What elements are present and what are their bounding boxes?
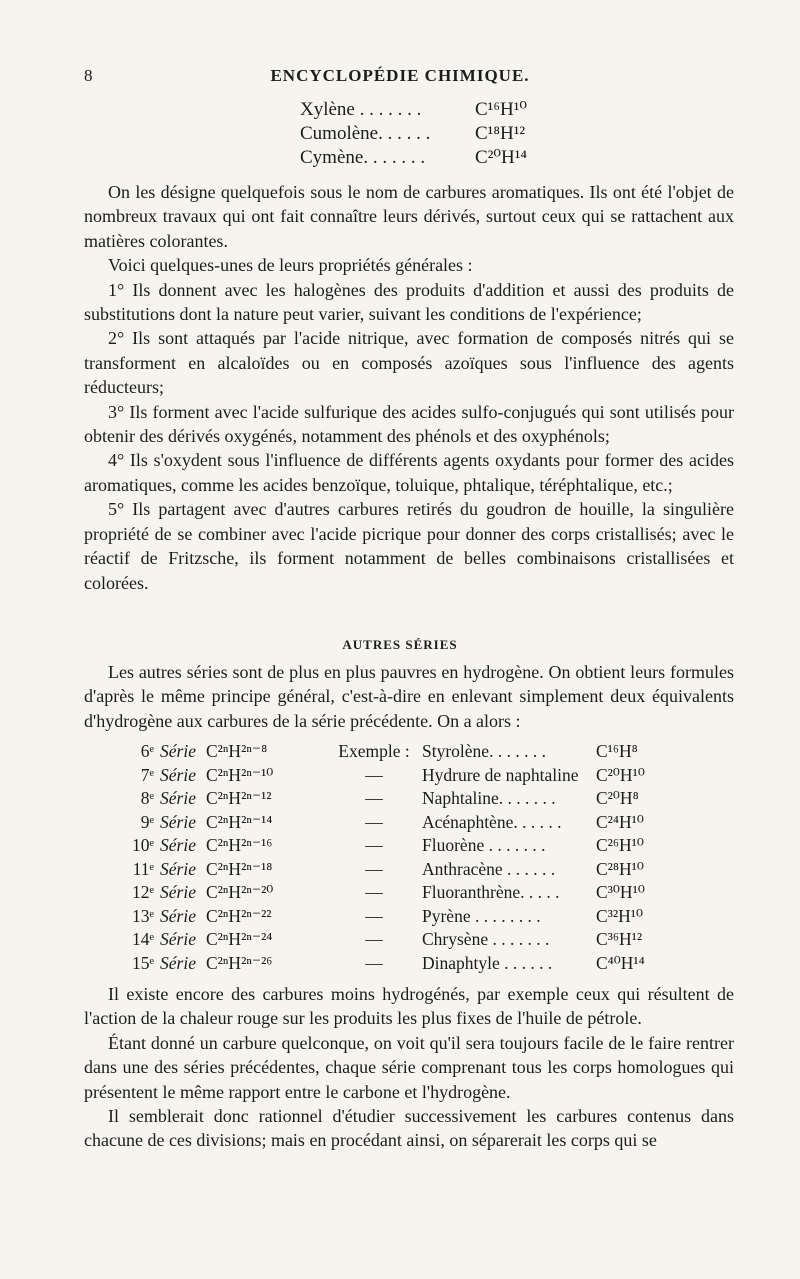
example-compound: Fluorène . . . . . . .: [422, 835, 546, 855]
paragraph: Les autres séries sont de plus en plus pauvres en hydrogène. On obtient leurs formules d'après le même principe général, c'est-à-dire en enlevant simplement deux équivalents d'hydrogène aux carbures de la série précédente. On a alors :: [84, 662, 734, 731]
closing-text: [84, 982, 734, 1153]
series-row: [118, 952, 645, 976]
example-label: —: [365, 952, 383, 973]
example-formula: C²⁰H¹⁰: [596, 764, 645, 785]
series-row: [118, 740, 645, 764]
example-formula: C¹⁶H⁸: [596, 741, 638, 761]
series-row: [118, 764, 645, 788]
formula-row: [300, 146, 527, 170]
series-row: [118, 811, 645, 835]
example-formula: C³²H¹⁰: [596, 905, 644, 926]
example-compound: Chrysène . . . . . . .: [422, 929, 550, 949]
section-title: AUTRES SÉRIES: [342, 637, 458, 652]
series-row: [118, 881, 645, 905]
section-text: [84, 660, 734, 733]
paragraph: Il existe encore des carbures moins hydrogénés, par exemple ceux qui résultent de l'action de la chaleur rouge sur les produits les plus fixes de l'huile de pétrole.: [84, 984, 734, 1029]
series-label: Série: [160, 952, 196, 973]
series-label: Série: [160, 929, 196, 949]
series-label: Série: [160, 741, 196, 761]
series-formula: C²ⁿH²ⁿ⁻¹⁴: [206, 811, 273, 832]
example-label: —: [365, 764, 383, 785]
series-number: 9ᵉ: [140, 811, 154, 832]
series-formula: C²ⁿH²ⁿ⁻⁸: [206, 741, 268, 761]
formula-list: [300, 98, 527, 170]
series-table: [118, 740, 645, 975]
compound-formula: C¹⁶H¹⁰: [475, 99, 528, 120]
example-compound: Pyrène . . . . . . . .: [422, 905, 541, 926]
example-compound: Naphtaline. . . . . . .: [422, 788, 556, 808]
example-compound: Dinaphtyle . . . . . .: [422, 952, 553, 973]
paragraph: 2° Ils sont attaqués par l'acide nitrique, avec formation de composés nitrés qui se transforment en alcaloïdes ou en composés azoïques sous l'influence des agents réducteurs;: [84, 328, 734, 398]
example-compound: Anthracène . . . . . .: [422, 858, 556, 879]
example-compound: Hydrure de naphtaline: [422, 764, 579, 785]
example-label: —: [365, 905, 383, 926]
series-number: 10ᵉ: [132, 835, 154, 855]
series-number: 6ᵉ: [140, 741, 154, 761]
compound-name: Xylène . . . . . . .: [300, 99, 422, 120]
series-formula: C²ⁿH²ⁿ⁻²⁰: [206, 882, 274, 902]
series-row: [118, 858, 645, 882]
series-number: 12ᵉ: [132, 882, 154, 902]
compound-formula: C¹⁸H¹²: [475, 123, 526, 144]
example-compound: Acénaphtène. . . . . .: [422, 811, 562, 832]
example-label: —: [365, 788, 383, 808]
series-number: 7ᵉ: [140, 764, 154, 785]
series-number: 11ᵉ: [132, 858, 154, 879]
formula-row: [300, 122, 527, 146]
series-formula: C²ⁿH²ⁿ⁻²²: [206, 905, 272, 926]
example-formula: C³⁰H¹⁰: [596, 882, 645, 902]
example-label: Exemple :: [338, 741, 410, 761]
series-number: 14ᵉ: [132, 929, 154, 949]
compound-name: Cymène. . . . . . .: [300, 147, 426, 168]
paragraph: On les désigne quelquefois sous le nom de carbures aromatiques. Ils ont été l'objet de nombreux travaux qui ont fait connaître leurs dérivés, surtout ceux qui se rattachent aux matières colorantes.: [84, 182, 734, 251]
example-formula: C²⁴H¹⁰: [596, 811, 644, 832]
compound-name: Cumolène. . . . . .: [300, 123, 431, 144]
paragraph: 3° Ils forment avec l'acide sulfurique des acides sulfo-conjugués qui sont utilisés pour obtenir des dérivés oxygénés, notamment des phénols et des oxyphénols;: [84, 401, 734, 447]
paragraph: 1° Ils donnent avec les halogènes des produits d'addition et aussi des produits de substitutions dont la nature peut varier, suivant les conditions de l'expérience;: [84, 279, 734, 325]
series-row: [118, 834, 645, 858]
example-label: —: [365, 882, 383, 902]
series-label: Série: [160, 858, 196, 879]
series-row: [118, 905, 645, 929]
example-label: —: [365, 858, 383, 879]
example-formula: C³⁶H¹²: [596, 929, 643, 949]
paragraph: 5° Ils partagent avec d'autres carbures retirés du goudron de houille, la singulière propriété de se combiner avec l'acide picrique pour donner des corps cristallisés; avec le réactif de Fritzsche, ils forment notamment de belles combinaisons cristallisées et colorées.: [84, 499, 734, 593]
paragraph: Voici quelques-unes de leurs propriétés générales :: [108, 255, 473, 276]
series-number: 13ᵉ: [132, 905, 154, 926]
example-formula: C²⁶H¹⁰: [596, 835, 644, 855]
example-compound: Fluoranthrène. . . . .: [422, 882, 560, 902]
paragraph: Il semblerait donc rationnel d'étudier successivement les carbures contenus dans chacune de ces divisions; mais en procédant ainsi, on séparerait les corps qui se: [84, 1106, 734, 1151]
example-formula: C²⁰H⁸: [596, 788, 639, 808]
series-label: Série: [160, 905, 196, 926]
paragraph: 4° Ils s'oxydent sous l'influence de différents agents oxydants pour former des acides aromatiques, comme les acides benzoïque, toluique, phtalique, téréphtalique, etc.;: [84, 450, 734, 495]
series-row: [118, 928, 645, 952]
series-label: Série: [160, 764, 196, 785]
example-formula: C⁴⁰H¹⁴: [596, 952, 645, 973]
series-label: Série: [160, 788, 196, 808]
series-formula: C²ⁿH²ⁿ⁻¹⁶: [206, 835, 273, 855]
running-head: ENCYCLOPÉDIE CHIMIQUE.: [270, 66, 530, 85]
series-formula: C²ⁿH²ⁿ⁻¹⁸: [206, 858, 273, 879]
series-number: 15ᵉ: [132, 952, 154, 973]
example-label: —: [365, 835, 383, 855]
series-formula: C²ⁿH²ⁿ⁻²⁶: [206, 952, 273, 973]
series-formula: C²ⁿH²ⁿ⁻²⁴: [206, 929, 273, 949]
series-label: Série: [160, 882, 196, 902]
example-compound: Styrolène. . . . . . .: [422, 741, 546, 761]
example-label: —: [365, 929, 383, 949]
example-formula: C²⁸H¹⁰: [596, 858, 644, 879]
page-number: 8: [84, 66, 93, 85]
formula-row: [300, 98, 527, 122]
series-formula: C²ⁿH²ⁿ⁻¹²: [206, 788, 272, 808]
series-label: Série: [160, 811, 196, 832]
series-number: 8ᵉ: [140, 788, 154, 808]
series-formula: C²ⁿH²ⁿ⁻¹⁰: [206, 764, 274, 785]
compound-formula: C²⁰H¹⁴: [475, 147, 528, 168]
series-row: [118, 787, 645, 811]
body-text: [84, 180, 734, 595]
paragraph: Étant donné un carbure quelconque, on voit qu'il sera toujours facile de le faire rentrer dans une des séries précédentes, chaque série comprenant tous les corps homologues qui présentent le même rapport entre le carbone et l'hydrogène.: [84, 1032, 734, 1102]
example-label: —: [365, 811, 383, 832]
series-label: Série: [160, 835, 196, 855]
